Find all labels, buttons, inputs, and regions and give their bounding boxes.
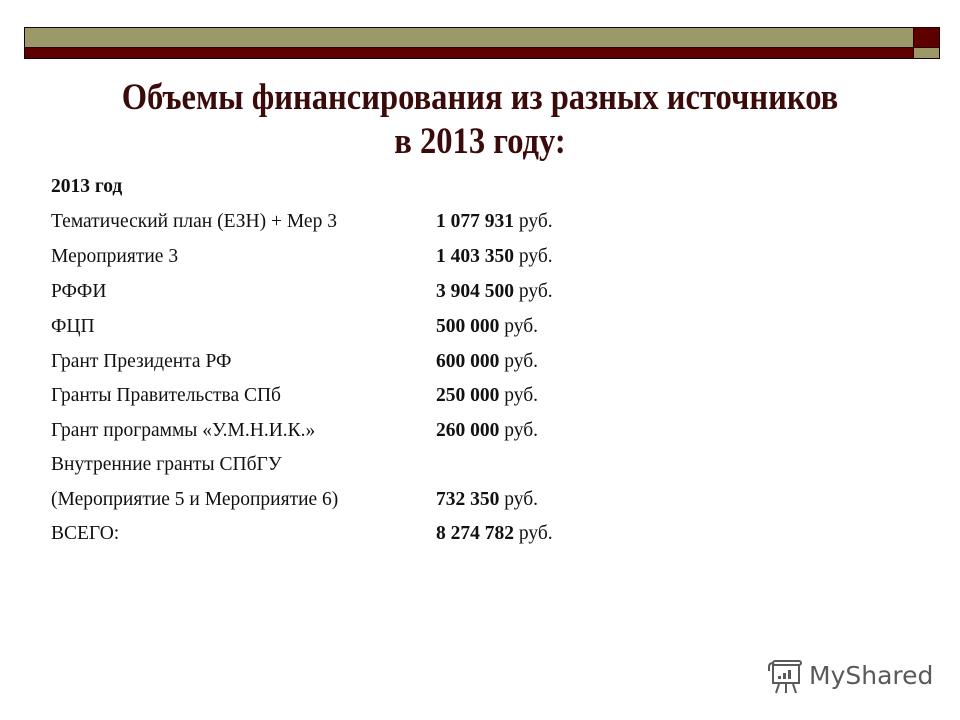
funding-value [436,485,538,515]
funding-source-label: Внутренние гранты СПбГУ [51,454,282,475]
funding-amount: 1 403 350 [436,246,514,267]
funding-value [436,312,538,342]
currency-unit: руб. [514,281,553,302]
funding-value [436,416,538,446]
currency-unit: руб. [514,246,553,267]
funding-amount: 600 000 [436,351,500,372]
header-corner-red-square [913,28,939,47]
funding-source-label: (Мероприятие 5 и Мероприятие 6) [51,489,339,510]
funding-amount: 3 904 500 [436,281,514,302]
watermark-brand-text: MyShared [809,660,934,690]
funding-value [436,207,553,237]
funding-amount: 732 350 [436,489,500,510]
currency-unit: руб. [514,211,553,232]
year-heading: 2013 год [51,176,123,197]
funding-value [436,381,538,411]
presentation-board-icon [767,655,805,695]
funding-total-value [436,519,553,549]
slide-title-line-2: в 2013 году: [394,121,566,162]
slide-title [58,76,903,164]
funding-source-label: Мероприятие 3 [51,246,179,267]
funding-source-label: Грант программы «У.М.Н.И.К.» [51,420,316,441]
funding-source-label: ФЦП [51,316,95,337]
funding-source-label: Гранты Правительства СПб [51,385,281,406]
currency-unit: руб. [499,385,539,406]
currency-unit: руб. [499,351,539,372]
currency-unit: руб. [514,523,553,544]
currency-unit: руб. [499,489,539,510]
funding-amount: 1 077 931 [436,211,514,232]
header-olive-band [25,28,913,47]
myshared-watermark [767,655,933,695]
header-red-band [25,47,913,58]
decorative-header-bar [24,27,940,59]
funding-source-label: РФФИ [51,281,107,302]
funding-source-label: Грант Президента РФ [51,351,232,372]
funding-total-label: ВСЕГО: [51,523,120,544]
header-corner-olive-square [913,47,939,58]
funding-value [436,277,553,307]
funding-amount: 500 000 [436,316,500,337]
funding-value [436,242,553,272]
funding-amount: 260 000 [436,420,500,441]
funding-source-label: Тематический план (ЕЗН) + Мер 3 [51,211,337,232]
funding-value [436,347,538,377]
slide-title-line-1: Объемы финансирования из разных источников [121,77,839,118]
currency-unit: руб. [499,420,539,441]
currency-unit: руб. [499,316,539,337]
funding-amount: 250 000 [436,385,500,406]
funding-total-amount: 8 274 782 [436,523,514,544]
